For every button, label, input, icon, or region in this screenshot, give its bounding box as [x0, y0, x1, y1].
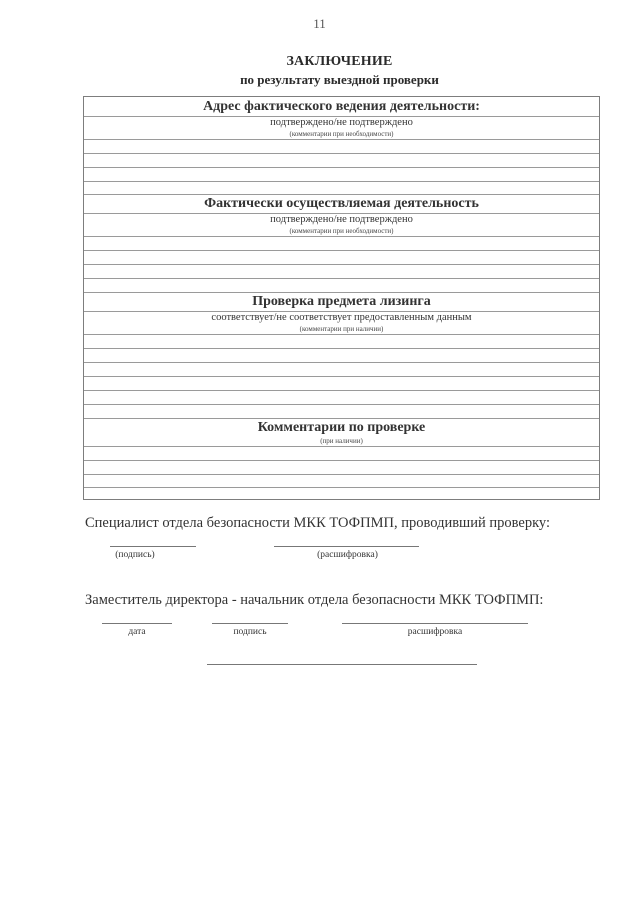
document-title: ЗАКЛЮЧЕНИЕ [286, 54, 393, 69]
section-heading-address: Адрес фактического ведения деятельности: [203, 99, 480, 114]
table-rule [84, 334, 599, 335]
table-rule [84, 250, 599, 251]
table-rule [84, 292, 599, 293]
page-number: 11 [313, 16, 326, 31]
table-rule [84, 390, 599, 391]
table-rule [84, 167, 599, 168]
deputy-date-label: дата [128, 627, 146, 637]
section-heading-leasing: Проверка предмета лизинга [252, 294, 431, 309]
table-rule [84, 404, 599, 405]
table-rule [84, 181, 599, 182]
specialist-signature-label: (подпись) [115, 550, 155, 560]
table-rule [84, 460, 599, 461]
deputy-signature-label: подпись [233, 627, 267, 637]
section-note-leasing: (комментарии при наличии) [299, 325, 384, 333]
table-rule [84, 446, 599, 447]
section-note-comments: (при наличии) [320, 437, 363, 445]
specialist-decoding-line [274, 546, 419, 547]
table-rule [84, 278, 599, 279]
document-subtitle: по результату выездной проверки [240, 72, 439, 87]
table-rule [84, 376, 599, 377]
deputy-date-line [102, 623, 172, 624]
specialist-decoding-label: (расшифровка) [317, 550, 378, 560]
table-rule [84, 236, 599, 237]
section-heading-comments: Комментарии по проверке [257, 420, 426, 435]
table-rule [84, 418, 599, 419]
table-rule [84, 487, 599, 488]
deputy-signature-line [212, 623, 288, 624]
deputy-heading: Заместитель директора - начальник отдела безопасности МКК ТОФПМП: [85, 592, 544, 608]
table-rule [84, 264, 599, 265]
specialist-heading: Специалист отдела безопасности МКК ТОФПМП, проводивший проверку: [85, 515, 550, 531]
deputy-decoding-line [342, 623, 528, 624]
section-note-activity: (комментарии при необходимости) [289, 227, 394, 235]
table-rule [84, 362, 599, 363]
table-rule [84, 194, 599, 195]
inspection-form-table [83, 96, 600, 500]
table-rule [84, 348, 599, 349]
table-rule [84, 139, 599, 140]
deputy-decoding-label: расшифровка [407, 627, 463, 637]
section-note-address: (комментарии при необходимости) [289, 130, 394, 138]
section-status-address: подтверждено/не подтверждено [270, 117, 413, 128]
section-status-leasing: соответствует/не соответствует предоставленным данным [211, 312, 472, 323]
section-status-activity: подтверждено/не подтверждено [270, 214, 413, 225]
section-heading-activity: Фактически осуществляемая деятельность [204, 196, 479, 211]
table-rule [84, 474, 599, 475]
bottom-signature-line [207, 664, 477, 665]
table-rule [84, 153, 599, 154]
specialist-signature-line [110, 546, 196, 547]
